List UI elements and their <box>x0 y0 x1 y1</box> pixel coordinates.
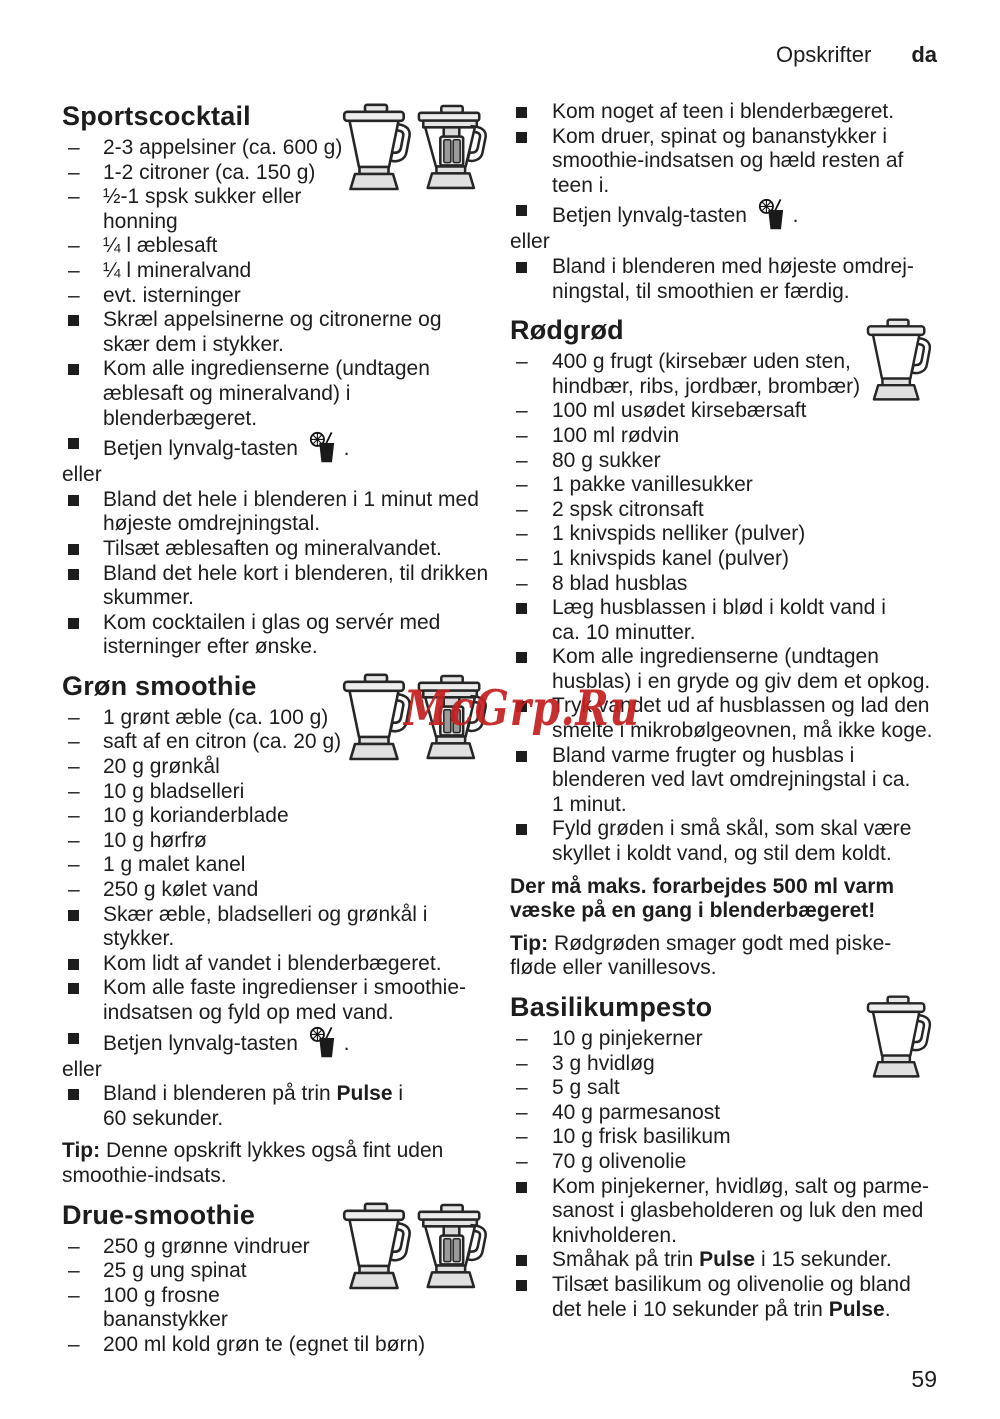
item-text: Bland i blenderen med højeste omdrej- ningstal, til smoothien er færdig. <box>552 254 914 303</box>
list-marker <box>510 694 552 743</box>
blender-icon-single <box>865 318 933 406</box>
item-text: 250 g grønne vindruer <box>103 1234 310 1258</box>
blender-jug-icon <box>342 103 412 196</box>
list-item <box>62 853 507 878</box>
item-text: Kom pinjekerner, hvidløg, salt og parme- sanost i glasbeholderen og luk den med knivholderen. <box>552 1174 930 1247</box>
blender-icon-single <box>865 995 933 1083</box>
recipe-title: Drue-smoothie <box>62 1199 256 1230</box>
list-item <box>62 780 507 805</box>
blender-jug-icon <box>342 1202 412 1295</box>
list-item <box>510 1125 955 1150</box>
ingredient-step-list <box>510 350 955 866</box>
list-item <box>62 431 507 463</box>
blender-smoothie-insert-icon <box>416 673 488 766</box>
list-item <box>510 1175 955 1249</box>
list-marker <box>62 804 103 829</box>
list-item <box>62 488 507 537</box>
item-text: Kom cocktailen i glas og servér med isterninger efter ønske. <box>103 610 441 659</box>
item-text: Betjen lynvalg-tasten . <box>552 198 955 230</box>
item-text: eller <box>62 463 102 487</box>
blender-smoothie-insert-icon <box>416 1202 488 1295</box>
list-marker <box>510 547 552 572</box>
list-item <box>62 611 507 660</box>
list-marker <box>510 1027 552 1052</box>
list-item <box>510 1273 955 1322</box>
list-marker <box>62 1026 103 1058</box>
list-marker <box>62 1284 103 1333</box>
list-marker <box>510 645 552 694</box>
list-marker <box>62 780 103 805</box>
list-item <box>62 463 507 488</box>
item-text: Bland i blenderen på trin Pulse i 60 sekunder. <box>103 1082 404 1130</box>
list-marker <box>510 399 552 424</box>
item-text: 250 g kølet vand <box>103 878 259 902</box>
list-marker <box>510 498 552 523</box>
ingredient-step-list <box>62 706 507 1132</box>
list-marker <box>62 136 103 161</box>
list-marker <box>510 1150 552 1175</box>
blender-smoothie-insert-icon <box>416 103 488 196</box>
item-text: Kom alle ingredienserne (undtagen æblesaft og mineralvand) i blenderbægeret. <box>103 357 430 430</box>
warning-note: Der må maks. forarbejdes 500 ml varm væske på en gang i blenderbægeret! <box>510 874 895 923</box>
item-text: 1-2 citroner (ca. 150 g) <box>103 160 316 184</box>
list-marker <box>510 522 552 547</box>
item-text: 1 g malet kanel <box>103 853 246 877</box>
list-item <box>510 572 955 597</box>
list-item <box>510 473 955 498</box>
item-text: 8 blad husblas <box>552 571 688 595</box>
list-marker <box>62 1235 103 1260</box>
item-text: Kom alle ingredienserne (undtagen husblas) i en gryde og giv dem et opkog. <box>552 645 931 693</box>
header-language-code: da <box>911 42 937 67</box>
list-marker <box>510 198 552 230</box>
item-text: 10 g frisk basilikum <box>552 1125 731 1149</box>
list-item <box>62 562 507 611</box>
list-marker <box>510 100 552 125</box>
item-text: Tryk vandet ud af husblassen og lad den smelte i mikrobølgeovnen, må ikke koge. <box>552 694 933 743</box>
tip-paragraph: Tip: Rødgrøden smager godt med piske- fløde eller vanillesovs. <box>510 931 892 980</box>
item-text: 1 grønt æble (ca. 100 g) <box>103 705 329 729</box>
list-item <box>62 1026 507 1058</box>
recipe-section-groen-smoothie <box>62 670 507 1189</box>
list-marker <box>510 1175 552 1249</box>
list-marker <box>510 1052 552 1077</box>
list-item <box>510 1248 955 1273</box>
recipe-title: Sportscocktail <box>62 101 251 131</box>
item-text: Bland varme frugter og husblas i blenderen ved lavt omdrejningstal i ca. 1 minut. <box>552 743 911 816</box>
list-item <box>62 234 507 259</box>
blender-icon-pair <box>342 673 488 766</box>
list-marker <box>62 308 103 357</box>
list-marker <box>62 284 103 309</box>
recipe-section-basilikumpesto <box>510 991 955 1322</box>
list-marker <box>510 1101 552 1126</box>
list-marker <box>62 878 103 903</box>
item-text: 10 g korianderblade <box>103 804 289 828</box>
ingredient-step-list <box>510 100 955 304</box>
page-header <box>776 42 937 68</box>
blender-icon-pair <box>342 1202 488 1295</box>
list-marker <box>62 161 103 186</box>
list-item <box>510 255 955 304</box>
item-text: 25 g ung spinat <box>103 1259 247 1283</box>
recipe-title: Grøn smoothie <box>62 670 257 701</box>
item-text: 10 g hørfrø <box>103 828 207 852</box>
right-column <box>510 100 955 1322</box>
item-text: ¼ l æblesaft <box>103 234 218 258</box>
list-marker <box>510 255 552 304</box>
drink-quick-select-icon <box>309 1026 336 1058</box>
list-marker <box>510 1273 552 1322</box>
list-item <box>510 498 955 523</box>
list-item <box>510 198 955 230</box>
recipe-section-drue-smoothie <box>62 1199 507 1358</box>
list-item <box>510 1101 955 1126</box>
list-item <box>510 694 955 743</box>
list-marker <box>62 488 103 537</box>
list-marker <box>510 473 552 498</box>
item-text: ½-1 spsk sukker eller honning <box>103 185 302 233</box>
list-marker <box>62 1259 103 1284</box>
list-marker <box>62 853 103 878</box>
list-item <box>62 1333 507 1358</box>
list-marker <box>62 431 103 463</box>
list-item <box>62 804 507 829</box>
list-marker <box>510 350 552 399</box>
list-item <box>510 744 955 818</box>
list-item <box>62 308 507 357</box>
item-text: Skræl appelsinerne og citronerne og skær dem i stykker. <box>103 308 442 356</box>
list-item <box>510 449 955 474</box>
list-item <box>62 976 507 1025</box>
recipe-section-roedgroed <box>510 314 955 981</box>
item-text: Bland det hele i blenderen i 1 minut med højeste omdrejningstal. <box>103 487 479 536</box>
list-marker <box>62 829 103 854</box>
list-marker <box>510 817 552 866</box>
list-item <box>62 284 507 309</box>
list-marker <box>510 449 552 474</box>
item-text: 1 pakke vanillesukker <box>552 473 753 497</box>
list-item <box>510 547 955 572</box>
item-text: 40 g parmesanost <box>552 1100 721 1124</box>
list-marker <box>62 903 103 952</box>
item-text: 5 g salt <box>552 1076 620 1100</box>
list-marker <box>510 572 552 597</box>
list-item <box>62 903 507 952</box>
list-marker <box>62 357 103 431</box>
list-item <box>510 522 955 547</box>
list-marker <box>510 1248 552 1273</box>
item-text: Kom noget af teen i blenderbægeret. <box>552 100 895 123</box>
list-item <box>510 596 955 645</box>
list-marker <box>62 730 103 755</box>
list-item <box>62 829 507 854</box>
drink-quick-select-icon <box>758 198 785 230</box>
item-text: Tilsæt æblesaften og mineralvandet. <box>103 536 442 560</box>
left-column <box>62 100 507 1358</box>
list-item <box>62 1082 507 1131</box>
blender-jug-icon <box>342 673 412 766</box>
item-text: Tilsæt basilikum og olivenolie og bland det hele i 10 sekunder på trin Pulse. <box>552 1272 911 1321</box>
list-item <box>510 230 955 255</box>
item-text: Småhak på trin Pulse i 15 sekunder. <box>552 1248 892 1272</box>
item-text: 3 g hvidløg <box>552 1051 655 1075</box>
tip-paragraph: Tip: Denne opskrift lykkes også fint uden smoothie-indsats. <box>62 1139 444 1187</box>
list-item <box>510 424 955 449</box>
item-text: 200 ml kold grøn te (egnet til børn) <box>103 1332 426 1356</box>
list-item <box>510 817 955 866</box>
item-text: Kom lidt af vandet i blenderbægeret. <box>103 951 442 975</box>
item-text: Kom druer, spinat og bananstykker i smoothie-indsatsen og hæld resten af teen i. <box>552 124 904 197</box>
blender-jug-icon <box>865 318 933 406</box>
list-marker <box>62 611 103 660</box>
item-text: eller <box>510 230 550 254</box>
item-text: evt. isterninger <box>103 283 241 307</box>
list-item <box>62 878 507 903</box>
drink-quick-select-icon <box>309 431 336 463</box>
item-text: 100 ml usødet kirsebærsaft <box>552 399 807 423</box>
list-marker <box>62 537 103 562</box>
item-text: Betjen lynvalg-tasten . <box>103 431 507 463</box>
item-text: Læg husblassen i blød i koldt vand i ca. 10 minutter. <box>552 596 886 644</box>
list-marker <box>62 755 103 780</box>
list-item <box>510 1150 955 1175</box>
list-item <box>510 645 955 694</box>
item-text: 2 spsk citronsaft <box>552 497 704 521</box>
list-item <box>62 357 507 431</box>
recipe-section-drue-smoothie-continued <box>510 100 955 304</box>
page-number: 59 <box>911 1366 937 1392</box>
item-text: Bland det hele kort i blenderen, til drikken skummer. <box>103 561 489 610</box>
recipe-title: Rødgrød <box>510 315 624 346</box>
item-text: 10 g pinjekerner <box>552 1027 703 1050</box>
item-text: saft af en citron (ca. 20 g) <box>103 730 342 754</box>
item-text: 2-3 appelsiner (ca. 600 g) <box>103 136 343 159</box>
header-section-title: Opskrifter <box>775 42 872 67</box>
item-text: Fyld grøden i små skål, som skal være skyllet i koldt vand, og stil dem koldt. <box>552 817 912 866</box>
item-text: 100 ml rødvin <box>552 423 680 447</box>
list-marker <box>510 1076 552 1101</box>
list-marker <box>62 234 103 259</box>
item-text: 100 g frosne bananstykker <box>103 1283 228 1332</box>
list-marker <box>62 952 103 977</box>
item-text: 400 g frugt (kirsebær uden sten, hindbær, ribs, jordbær, brombær) <box>552 350 861 398</box>
list-marker <box>62 1082 103 1131</box>
watermark: McGrp.Ru <box>404 679 640 737</box>
list-item <box>510 100 955 125</box>
item-text: ¼ l mineralvand <box>103 258 252 282</box>
list-marker <box>62 1333 103 1358</box>
list-marker <box>62 185 103 234</box>
list-marker <box>510 596 552 645</box>
item-text: Betjen lynvalg-tasten . <box>103 1026 507 1058</box>
list-marker <box>510 1125 552 1150</box>
item-text: 1 knivspids nelliker (pulver) <box>552 522 806 546</box>
list-item <box>510 125 955 199</box>
item-text: eller <box>62 1057 102 1081</box>
recipe-section-sportscocktail <box>62 100 507 660</box>
blender-icon-pair <box>342 103 488 196</box>
ingredient-step-list <box>62 136 507 660</box>
item-text: 10 g bladselleri <box>103 779 245 803</box>
item-text: 80 g sukker <box>552 448 661 472</box>
list-item <box>62 259 507 284</box>
list-marker <box>62 259 103 284</box>
list-marker <box>510 424 552 449</box>
list-marker <box>510 744 552 818</box>
item-text: 20 g grønkål <box>103 755 220 779</box>
list-item <box>62 952 507 977</box>
list-item <box>62 537 507 562</box>
list-item <box>62 1058 507 1083</box>
list-marker <box>62 976 103 1025</box>
list-marker <box>62 562 103 611</box>
recipe-title: Basilikumpesto <box>510 992 713 1022</box>
item-text: 1 knivspids kanel (pulver) <box>552 546 789 570</box>
list-marker <box>62 706 103 731</box>
blender-jug-icon <box>865 995 933 1083</box>
item-text: Kom alle faste ingredienser i smoothie- indsatsen og fyld op med vand. <box>103 976 467 1024</box>
list-marker <box>510 125 552 199</box>
item-text: Skær æble, bladselleri og grønkål i stykker. <box>103 902 428 951</box>
item-text: 70 g olivenolie <box>552 1149 687 1173</box>
